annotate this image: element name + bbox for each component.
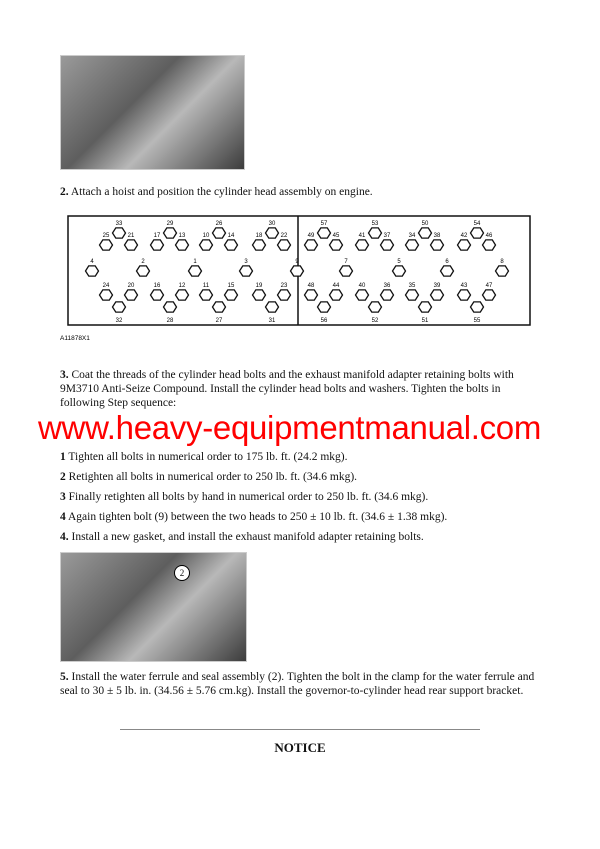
- bolt-label: 46: [485, 233, 493, 239]
- bolt-32: [113, 302, 126, 312]
- bolt-53: [369, 228, 382, 238]
- callout-2: 2: [174, 565, 190, 581]
- bolt-37: [381, 240, 394, 250]
- step-5: 5. Install the water ferrule and seal assembly (2). Tighten the bolt in the clamp for the water ferrule and seal to 30 ± 5 lb. in. (34.56 ± 5.76 cm.kg). Install the governor-to-cylinder head rear support bracket.: [60, 671, 535, 697]
- bolt-label: 17: [153, 233, 161, 239]
- bolt-label: 38: [433, 233, 441, 239]
- bolt-label: 52: [371, 318, 379, 324]
- bolt-25: [100, 240, 113, 250]
- bolt-7: [340, 266, 353, 276]
- engine-photo-cylinder-head: [60, 55, 245, 170]
- bolt-57: [318, 228, 331, 238]
- bolt-label: 18: [255, 233, 263, 239]
- bolt-28: [164, 302, 177, 312]
- bolt-26: [213, 228, 226, 238]
- bolt-label: 30: [268, 221, 276, 227]
- bolt-label: 6: [445, 259, 449, 265]
- bolt-14: [225, 240, 238, 250]
- bolt-54: [471, 228, 484, 238]
- bolt-15: [225, 290, 238, 300]
- bolt-36: [381, 290, 394, 300]
- bolt-label: 26: [215, 221, 223, 227]
- bolt-21: [125, 240, 138, 250]
- bolt-label: 57: [320, 221, 328, 227]
- step-4: 4. Install a new gasket, and install the exhaust manifold adapter retaining bolts.: [60, 531, 424, 543]
- bolt-label: 9: [295, 259, 299, 265]
- bolt-49: [305, 240, 318, 250]
- bolt-9: [291, 266, 304, 276]
- diagram-caption: A11878X1: [60, 335, 90, 342]
- divider: [120, 729, 480, 730]
- bolt-label: 2: [141, 259, 145, 265]
- bolt-label: 27: [215, 318, 223, 324]
- bolt-label: 47: [485, 283, 493, 289]
- bolt-31: [266, 302, 279, 312]
- bolt-24: [100, 290, 113, 300]
- step-3: 3. Coat the threads of the cylinder head bolts and the exhaust manifold adapter retaining bolts with 9M3710 Anti-Seize Compound. Install the cylinder head bolts and washers. Tighten the bolts in following Step sequence:: [60, 369, 514, 409]
- bolt-30: [266, 228, 279, 238]
- bolt-13: [176, 240, 189, 250]
- bolt-41: [356, 240, 369, 250]
- bolt-51: [419, 302, 432, 312]
- bolt-label: 48: [307, 283, 315, 289]
- bolt-label: 29: [166, 221, 174, 227]
- bolt-label: 22: [280, 233, 288, 239]
- bolt-12: [176, 290, 189, 300]
- bolt-label: 20: [127, 283, 135, 289]
- bolt-label: 28: [166, 318, 174, 324]
- bolt-35: [406, 290, 419, 300]
- bolt-label: 49: [307, 233, 315, 239]
- bolt-45: [330, 240, 343, 250]
- bolt-label: 34: [408, 233, 416, 239]
- substep-4: 4 Again tighten bolt (9) between the two heads to 250 ± 10 lb. ft. (34.6 ± 1.38 mkg).: [60, 511, 448, 523]
- bolt-label: 11: [202, 283, 210, 289]
- bolt-3: [240, 266, 253, 276]
- bolt-label: 33: [115, 221, 123, 227]
- bolt-11: [200, 290, 213, 300]
- bolt-50: [419, 228, 432, 238]
- substep-2: 2 Retighten all bolts in numerical order to 250 lb. ft. (34.6 mkg).: [60, 471, 358, 483]
- bolt-43: [458, 290, 471, 300]
- bolt-label: 35: [408, 283, 416, 289]
- bolt-29: [164, 228, 177, 238]
- substep-3: 3 Finally retighten all bolts by hand in numerical order to 250 lb. ft. (34.6 mkg).: [60, 491, 429, 503]
- bolt-label: 40: [358, 283, 366, 289]
- bolt-42: [458, 240, 471, 250]
- bolt-4: [86, 266, 99, 276]
- bolt-27: [213, 302, 226, 312]
- bolt-38: [431, 240, 444, 250]
- bolt-44: [330, 290, 343, 300]
- bolt-label: 16: [153, 283, 161, 289]
- bolt-label: 12: [178, 283, 186, 289]
- bolt-16: [151, 290, 164, 300]
- bolt-label: 5: [397, 259, 401, 265]
- bolt-1: [189, 266, 202, 276]
- step-2: 2. Attach a hoist and position the cylinder head assembly on engine.: [60, 186, 373, 198]
- bolt-47: [483, 290, 496, 300]
- bolt-label: 10: [202, 233, 210, 239]
- bolt-label: 53: [371, 221, 379, 227]
- bolt-19: [253, 290, 266, 300]
- water-ferrule-photo: [60, 552, 247, 662]
- bolt-label: 37: [383, 233, 391, 239]
- bolt-label: 3: [244, 259, 248, 265]
- bolt-label: 54: [473, 221, 481, 227]
- bolt-label: 7: [344, 259, 348, 265]
- bolt-label: 4: [90, 259, 94, 265]
- bolt-label: 8: [500, 259, 504, 265]
- bolt-20: [125, 290, 138, 300]
- bolt-label: 36: [383, 283, 391, 289]
- bolt-56: [318, 302, 331, 312]
- watermark: www.heavy-equipmentmanual.com: [38, 409, 542, 446]
- bolt-label: 56: [320, 318, 328, 324]
- bolt-label: 32: [115, 318, 123, 324]
- bolt-39: [431, 290, 444, 300]
- bolt-48: [305, 290, 318, 300]
- bolt-10: [200, 240, 213, 250]
- bolt-label: 41: [358, 233, 366, 239]
- bolt-8: [496, 266, 509, 276]
- bolt-label: 13: [178, 233, 186, 239]
- bolt-tightening-diagram: [60, 210, 540, 345]
- bolt-label: 50: [421, 221, 429, 227]
- bolt-40: [356, 290, 369, 300]
- bolt-label: 23: [280, 283, 288, 289]
- bolt-18: [253, 240, 266, 250]
- bolt-label: 24: [102, 283, 110, 289]
- bolt-label: 42: [460, 233, 468, 239]
- bolt-34: [406, 240, 419, 250]
- notice-heading: NOTICE: [274, 740, 326, 755]
- bolt-label: 55: [473, 318, 481, 324]
- bolt-46: [483, 240, 496, 250]
- bolt-label: 31: [268, 318, 276, 324]
- bolt-5: [393, 266, 406, 276]
- bolt-label: 21: [127, 233, 135, 239]
- bolt-label: 25: [102, 233, 110, 239]
- bolt-22: [278, 240, 291, 250]
- bolt-label: 14: [227, 233, 235, 239]
- substep-1: 1 Tighten all bolts in numerical order to 175 lb. ft. (24.2 mkg).: [60, 451, 348, 463]
- bolt-33: [113, 228, 126, 238]
- bolt-label: 45: [332, 233, 340, 239]
- bolt-label: 51: [421, 318, 429, 324]
- bolt-label: 15: [227, 283, 235, 289]
- bolt-label: 44: [332, 283, 340, 289]
- bolt-6: [441, 266, 454, 276]
- bolt-label: 39: [433, 283, 441, 289]
- bolt-55: [471, 302, 484, 312]
- bolt-label: 1: [193, 259, 197, 265]
- bolt-label: 19: [255, 283, 263, 289]
- bolt-17: [151, 240, 164, 250]
- bolt-23: [278, 290, 291, 300]
- bolt-label: 43: [460, 283, 468, 289]
- bolt-2: [137, 266, 150, 276]
- bolt-52: [369, 302, 382, 312]
